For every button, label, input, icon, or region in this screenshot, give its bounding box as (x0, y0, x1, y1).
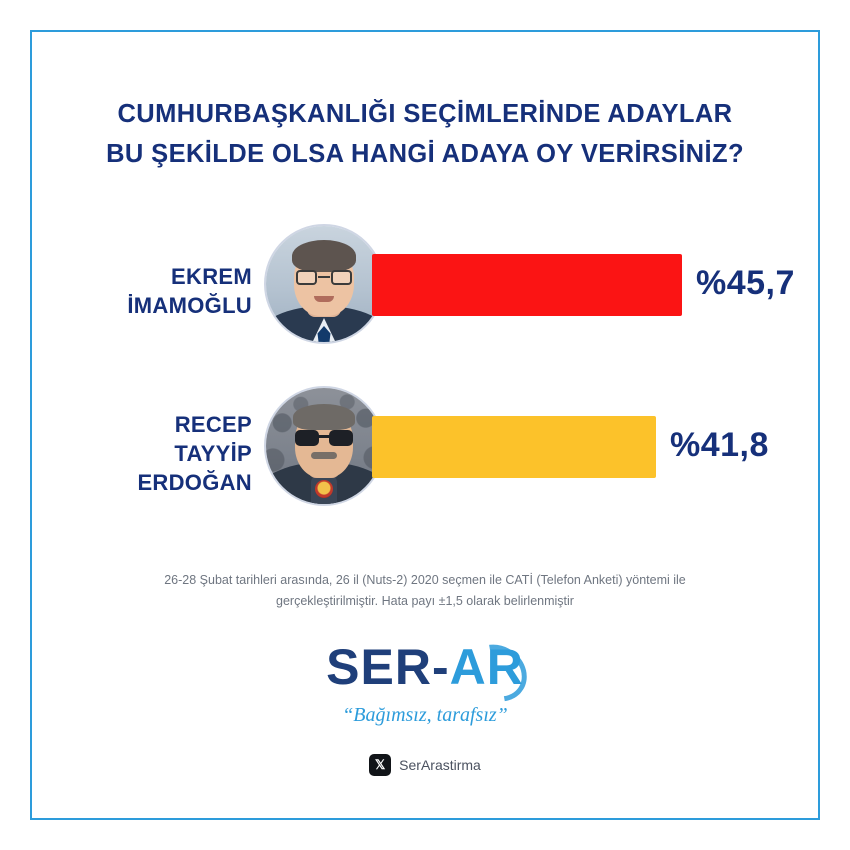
portrait-erdogan (266, 388, 382, 504)
title-line-1: CUMHURBAŞKANLIĞI SEÇİMLERİNDE ADAYLAR (117, 100, 733, 128)
sunglasses-icon (295, 430, 353, 446)
bar-area-erdogan (372, 416, 818, 478)
bar-area-imamoglu (372, 254, 818, 316)
methodology-note-line-1: 26-28 Şubat tarihleri arasında, 26 il (Nuts-2) 2020 seçmen ile CATİ (Telefon Anketi) yöntemi ile (164, 573, 686, 587)
portrait-mouth (314, 296, 334, 302)
candidate-name-line-2: İMAMOĞLU (127, 293, 252, 318)
candidate-name-imamoglu (92, 262, 252, 320)
glasses-lens-right (331, 270, 352, 285)
portrait-hair (293, 404, 355, 430)
portrait-imamoglu (266, 226, 382, 342)
chart-row-imamoglu (32, 224, 818, 364)
page-title (32, 94, 818, 174)
portrait-hair (292, 240, 356, 272)
glasses-icon (296, 270, 352, 285)
candidate-name-line-1: RECEP (174, 412, 252, 437)
title-line-2: BU ŞEKİLDE OLSA HANGİ ADAYA OY VERİRSİNİZ? (106, 140, 744, 168)
poll-card (30, 30, 820, 820)
candidate-name-line-3: ERDOĞAN (137, 470, 252, 495)
chart-row-erdogan (32, 386, 818, 526)
sunglasses-bridge (319, 435, 329, 438)
candidate-name-line-1: EKREM (171, 264, 252, 289)
sunglasses-lens-right (329, 430, 353, 446)
bar-imamoglu (372, 254, 682, 316)
logo-part-2: AR (449, 639, 524, 695)
avatar-recep-tayyip-erdogan (264, 386, 384, 506)
methodology-note (115, 570, 735, 612)
methodology-note-line-2: gerçekleştirilmiştir. Hata payı ±1,5 olarak belirlenmiştir (276, 594, 574, 608)
brand-logo (32, 640, 818, 694)
candidate-name-erdogan (92, 410, 252, 497)
sunglasses-lens-left (295, 430, 319, 446)
candidate-name-line-2: TAYYİP (174, 441, 252, 466)
glasses-lens-left (296, 270, 317, 285)
bar-value-imamoglu: %45,7 (696, 264, 795, 302)
portrait-emblem-icon (315, 480, 333, 498)
avatar-ekrem-imamoglu (264, 224, 384, 344)
x-logo-icon: 𝕏 (369, 754, 391, 776)
bar-value-erdogan: %41,8 (670, 426, 769, 464)
brand-slogan: “Bağımsız, tarafsız” (342, 704, 508, 726)
social-handle-row (32, 754, 818, 776)
portrait-mustache (311, 452, 337, 459)
social-handle-label: SerArastirma (399, 757, 481, 773)
logo-text (326, 640, 524, 694)
logo-part-1: SER- (326, 639, 450, 695)
bar-chart (32, 224, 818, 548)
glasses-bridge (318, 276, 330, 278)
bar-erdogan (372, 416, 656, 478)
